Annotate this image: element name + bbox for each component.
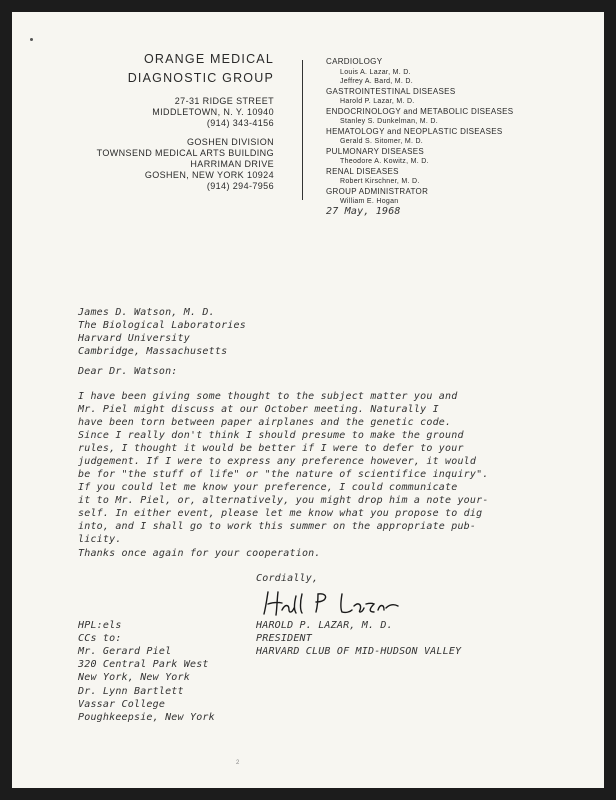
text-line: I have been giving some thought to the subject matter you and xyxy=(78,391,458,402)
initials-line: HPL:els xyxy=(78,620,122,631)
dept-heading: CARDIOLOGY xyxy=(326,57,383,66)
text-line: Mr. Piel might discuss at our October meeting. Naturally I xyxy=(78,404,439,415)
text-line: If you could let me know your preference, I could communicate xyxy=(78,482,458,493)
street-address: 27-31 RIDGE STREET xyxy=(174,96,274,106)
department-list xyxy=(326,57,513,207)
signer-block xyxy=(256,619,461,658)
phone2-number: (914) 294-7956 xyxy=(206,181,274,191)
dept-heading: RENAL DISEASES xyxy=(326,166,399,176)
thanks-line: Thanks once again for your cooperation. xyxy=(78,548,321,559)
dept-member: Louis A. Lazar, M. D. xyxy=(340,68,411,76)
org-name-line2: DIAGNOSTIC GROUP xyxy=(127,71,274,85)
text-line: have been torn between paper airplanes and the genetic code. xyxy=(78,417,452,428)
dept-heading: GROUP ADMINISTRATOR xyxy=(326,186,429,196)
letter-date: 27 May, 1968 xyxy=(326,206,401,217)
dept-heading: GASTROINTESTINAL DISEASES xyxy=(326,86,456,96)
text-line: be for "the stuff of life" or "the nature of scientifice inquiry". xyxy=(78,469,489,480)
dept-heading: HEMATOLOGY and NEOPLASTIC DISEASES xyxy=(326,126,503,136)
phone-number: (914) 343-4156 xyxy=(206,118,274,128)
dept-member: Robert Kirschner, M. D. xyxy=(340,178,420,185)
salutation: Dear Dr. Watson: xyxy=(78,366,178,377)
cc-name: Dr. Lynn Bartlett xyxy=(78,686,184,697)
dept-member: Jeffrey A. Bard, M. D. xyxy=(340,78,413,85)
cc-institution: Vassar College xyxy=(78,699,166,710)
dept-member: William E. Hogan xyxy=(340,198,399,205)
cc-city: New York, New York xyxy=(78,672,190,683)
text-line: rules, I thought it would be better if I were to defer to your xyxy=(78,443,464,454)
cc-block xyxy=(78,619,209,684)
cc-name: Mr. Gerard Piel xyxy=(78,646,172,657)
signer-org: HARVARD CLUB OF MID-HUDSON VALLEY xyxy=(256,646,462,657)
dept-member: Stanley S. Dunkelman, M. D. xyxy=(340,118,438,125)
letterhead-left xyxy=(70,50,274,192)
drive-address: HARRIMAN DRIVE xyxy=(190,159,274,169)
body-paragraph-1 xyxy=(78,390,489,481)
page-mark: 2 xyxy=(236,760,240,766)
handwritten-signature xyxy=(258,588,408,618)
cc-city: Poughkeepsie, New York xyxy=(78,712,215,723)
cc-address: 320 Central Park West xyxy=(78,659,209,670)
letterhead-divider xyxy=(302,60,303,200)
address-line: Harvard University xyxy=(78,333,190,344)
text-line: Since I really don't think I should presume to make the ground xyxy=(78,430,464,441)
body-paragraph-2 xyxy=(78,481,489,546)
building-name: TOWNSEND MEDICAL ARTS BUILDING xyxy=(96,148,274,158)
text-line: into, and I shall go to work this summer on the appropriate pub- xyxy=(78,521,477,532)
signer-title: PRESIDENT xyxy=(256,633,312,644)
dept-member: Harold P. Lazar, M. D. xyxy=(340,98,415,105)
city2-address: GOSHEN, NEW YORK 10924 xyxy=(144,170,274,180)
cc-label: CCs to: xyxy=(78,633,122,644)
recipient-address xyxy=(78,306,246,358)
dept-heading: PULMONARY DISEASES xyxy=(326,146,425,156)
text-line: licity. xyxy=(78,534,122,545)
org-name-line1: ORANGE MEDICAL xyxy=(143,52,274,66)
text-line: judgement. If I were to express any preference however, it would xyxy=(78,456,477,467)
dept-heading: ENDOCRINOLOGY and METABOLIC DISEASES xyxy=(326,106,514,116)
cc-block-2 xyxy=(78,685,215,724)
dept-member: Theodore A. Kowitz, M. D. xyxy=(340,158,429,165)
closing: Cordially, xyxy=(256,573,319,584)
division-name: GOSHEN DIVISION xyxy=(186,137,274,147)
address-line: The Biological Laboratories xyxy=(78,320,246,331)
text-line: it to Mr. Piel, or, alternatively, you might drop him a note your- xyxy=(78,495,489,506)
dept-member: Gerald S. Sitomer, M. D. xyxy=(340,138,424,145)
punch-dot xyxy=(30,38,33,41)
text-line: self. In either event, please let me know what you propose to dig xyxy=(78,508,483,519)
signer-name: HAROLD P. LAZAR, M. D. xyxy=(256,620,393,631)
city-address: MIDDLETOWN, N. Y. 10940 xyxy=(152,107,274,117)
address-line: James D. Watson, M. D. xyxy=(78,307,215,318)
address-line: Cambridge, Massachusetts xyxy=(78,346,228,357)
